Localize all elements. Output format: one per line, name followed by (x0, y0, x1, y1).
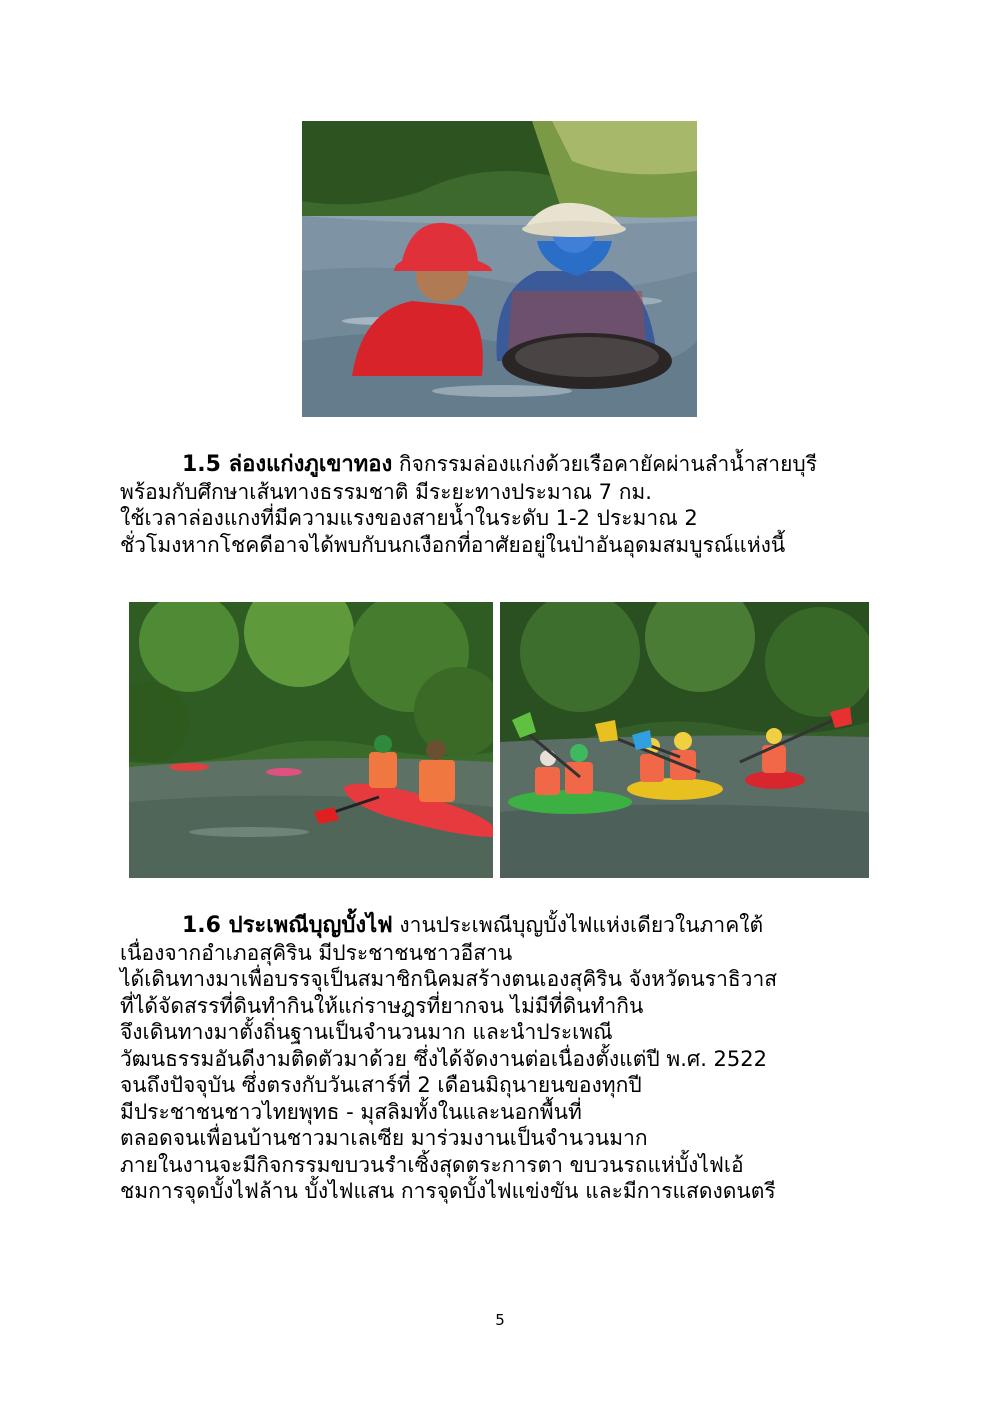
section-1-6-lead: งานประเพณีบุญบั้งไฟแห่งเดียวในภาคใต้ (392, 913, 764, 937)
kayaking-photo-right (500, 602, 869, 878)
section-1-5-heading: 1.5 ล่องแก่งภูเขาทอง (182, 452, 393, 477)
text-line: พร้อมกับศึกษาเส้นทางธรรมชาติ มีระยะทางประมาณ 7 กม. (120, 479, 652, 504)
text-line: จึงเดินทางมาตั้งถิ่นฐานเป็นจำนวนมาก และนำประเพณี (120, 1020, 613, 1044)
kayaking-photo-left (129, 602, 493, 878)
text-line: ใช้เวลาล่องแกงที่มีความแรงของสายน้ำในระดับ 1-2 ประมาณ 2 (120, 506, 698, 530)
text-line: ชั่วโมงหากโชคดีอาจได้พบกับนกเงือกที่อาศัยอยู่ในป่าอันอุดมสมบูรณ์แห่งนี้ (120, 532, 786, 557)
section-1-6-heading: 1.6 ประเพณีบุญบั้งไฟ (182, 913, 393, 938)
section-1-6-first-line (120, 912, 880, 940)
text-line: มีประชาชนชาวไทยพุทธ - มุสลิมทั้งในและนอกพื้นที่ (120, 1099, 582, 1124)
section-1-6-paragraph (120, 912, 880, 1205)
gold-panning-photo (302, 121, 697, 417)
page-number: 5 (495, 1311, 505, 1329)
text-line: ภายในงานจะมีกิจกรรมขบวนรำเซิ้งสุดตระการตา ขบวนรถแห่บั้งไฟเอ้ (120, 1152, 744, 1177)
text-line: วัฒนธรรมอันดีงามติดตัวมาด้วย ซึ่งได้จัดงานต่อเนื่องตั้งแต่ปี พ.ศ. 2522 (120, 1046, 767, 1071)
text-line: ชมการจุดบั้งไฟล้าน บั้งไฟแสน การจุดบั้งไฟแข่งขัน และมีการแสดงดนตรี (120, 1179, 776, 1203)
text-line: ได้เดินทางมาเพื่อบรรจุเป็นสมาชิกนิคมสร้างตนเองสุคิริน จังหวัดนราธิวาส (120, 967, 778, 991)
text-line: ตลอดจนเพื่อนบ้านชาวมาเลเซีย มาร่วมงานเป็นจำนวนมาก (120, 1126, 648, 1150)
section-1-5-first-line (120, 451, 880, 479)
text-line: จนถึงปัจจุบัน ซึ่งตรงกับวันเสาร์ที่ 2 เดือนมิถุนายนของทุกปี (120, 1073, 642, 1097)
text-line: เนื่องจากอำเภอสุคิริน มีประชาชนชาวอีสาน (120, 940, 513, 965)
section-1-5-paragraph (120, 451, 880, 558)
text-line: ที่ได้จัดสรรที่ดินทำกินให้แก่ราษฎรที่ยากจน ไม่มีที่ดินทำกิน (120, 993, 644, 1018)
section-1-5-lead: กิจกรรมล่องแก่งด้วยเรือคายัคผ่านลำน้ำสายบุรี (392, 452, 818, 476)
